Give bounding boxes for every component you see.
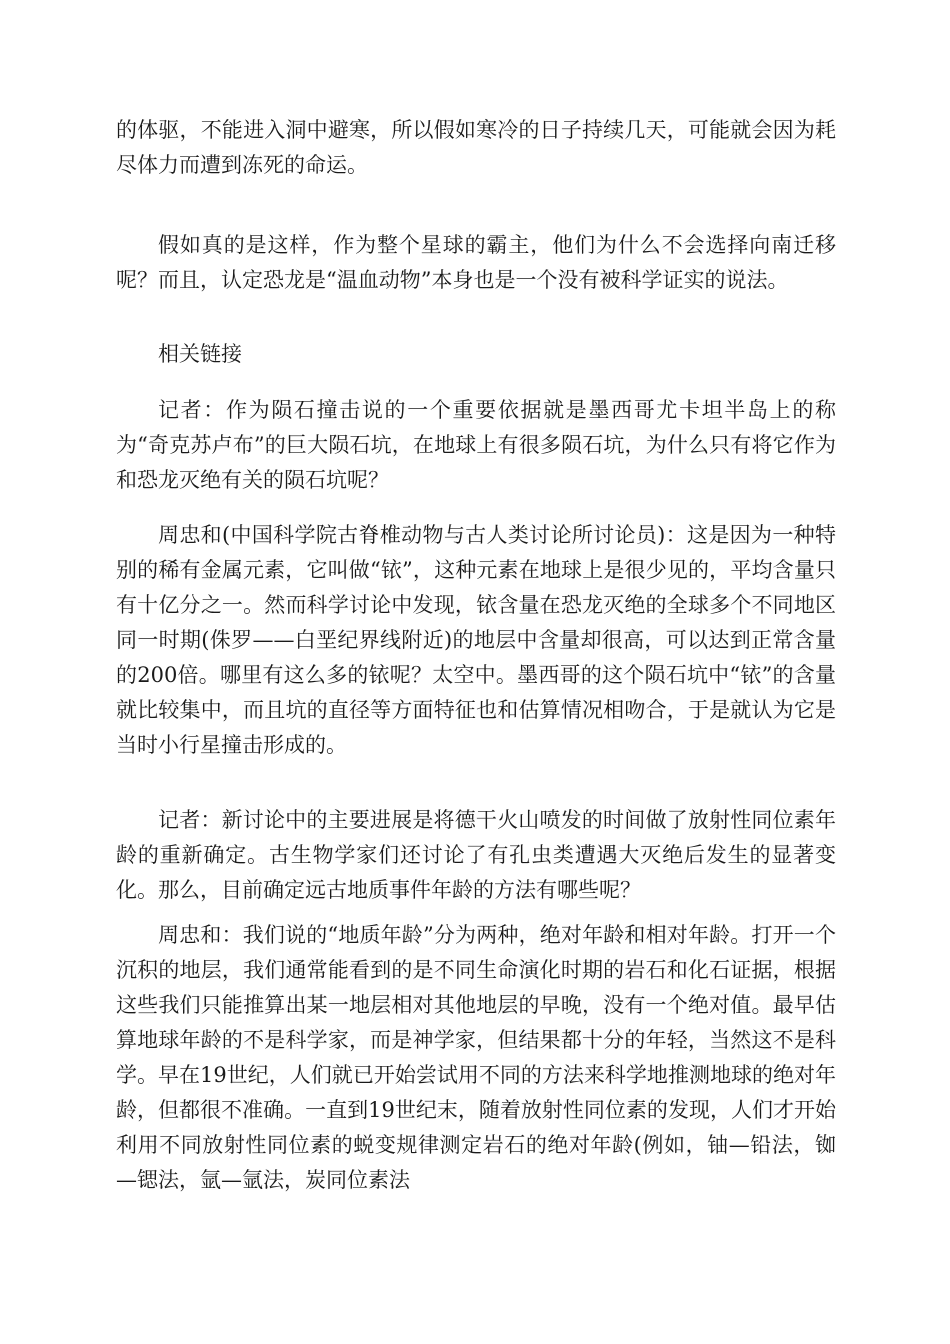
- paragraph-cold-weather: 的体驱，不能进入洞中避寒，所以假如寒冷的日子持续几天，可能就会因为耗尽体力而遭到冻死的命运。: [116, 118, 836, 177]
- section-heading-related-links: 相关链接: [158, 342, 242, 366]
- paragraph-migration-question: 假如真的是这样，作为整个星球的霸主，他们为什么不会选择向南迁移呢？而且，认定恐龙是“温血动物”本身也是一个没有被科学证实的说法。: [116, 233, 836, 292]
- paragraph-reporter-question-crater: 记者：作为陨石撞击说的一个重要依据就是墨西哥尤卡坦半岛上的称为“奇克苏卢布”的巨大陨石坑，在地球上有很多陨石坑，为什么只有将它作为和恐龙灭绝有关的陨石坑呢？: [116, 398, 836, 492]
- paragraph-reporter-question-dating: 记者：新讨论中的主要进展是将德干火山喷发的时间做了放射性同位素年龄的重新确定。古生物学家们还讨论了有孔虫类遭遇大灭绝后发生的显著变化。那么，目前确定远古地质事件年龄的方法有哪些呢？: [116, 808, 836, 902]
- paragraph-zhou-answer-geologic-age: 周忠和：我们说的“地质年龄”分为两种，绝对年龄和相对年龄。打开一个沉积的地层，我们通常能看到的是不同生命演化时期的岩石和化石证据，根据这些我们只能推算出某一地层相对其他地层的早晚，没有一个绝对值。最早估算地球年龄的不是科学家，而是神学家，但结果都十分的年轻，当然这不是科学。早在19世纪，人们就已开始尝试用不同的方法来科学地推测地球的绝对年龄，但都很不准确。一直到19世纪末，随着放射性同位素的发现，人们才开始利用不同放射性同位素的蜕变规律测定岩石的绝对年龄(例如，铀—铅法，铷—锶法，氩—氩法，炭同位素法: [116, 923, 836, 1192]
- paragraph-zhou-answer-iridium: 周忠和(中国科学院古脊椎动物与古人类讨论所讨论员)：这是因为一种特别的稀有金属元素，它叫做“铱”，这种元素在地球上是很少见的，平均含量只有十亿分之一。然而科学讨论中发现，铱含量在恐龙灭绝的全球多个不同地区同一时期(侏罗——白垩纪界线附近)的地层中含量却很高，可以达到正常含量的200倍。哪里有这么多的铱呢？太空中。墨西哥的这个陨石坑中“铱”的含量就比较集中，而且坑的直径等方面特征也和估算情况相吻合，于是就认为它是当时小行星撞击形成的。: [116, 523, 836, 757]
